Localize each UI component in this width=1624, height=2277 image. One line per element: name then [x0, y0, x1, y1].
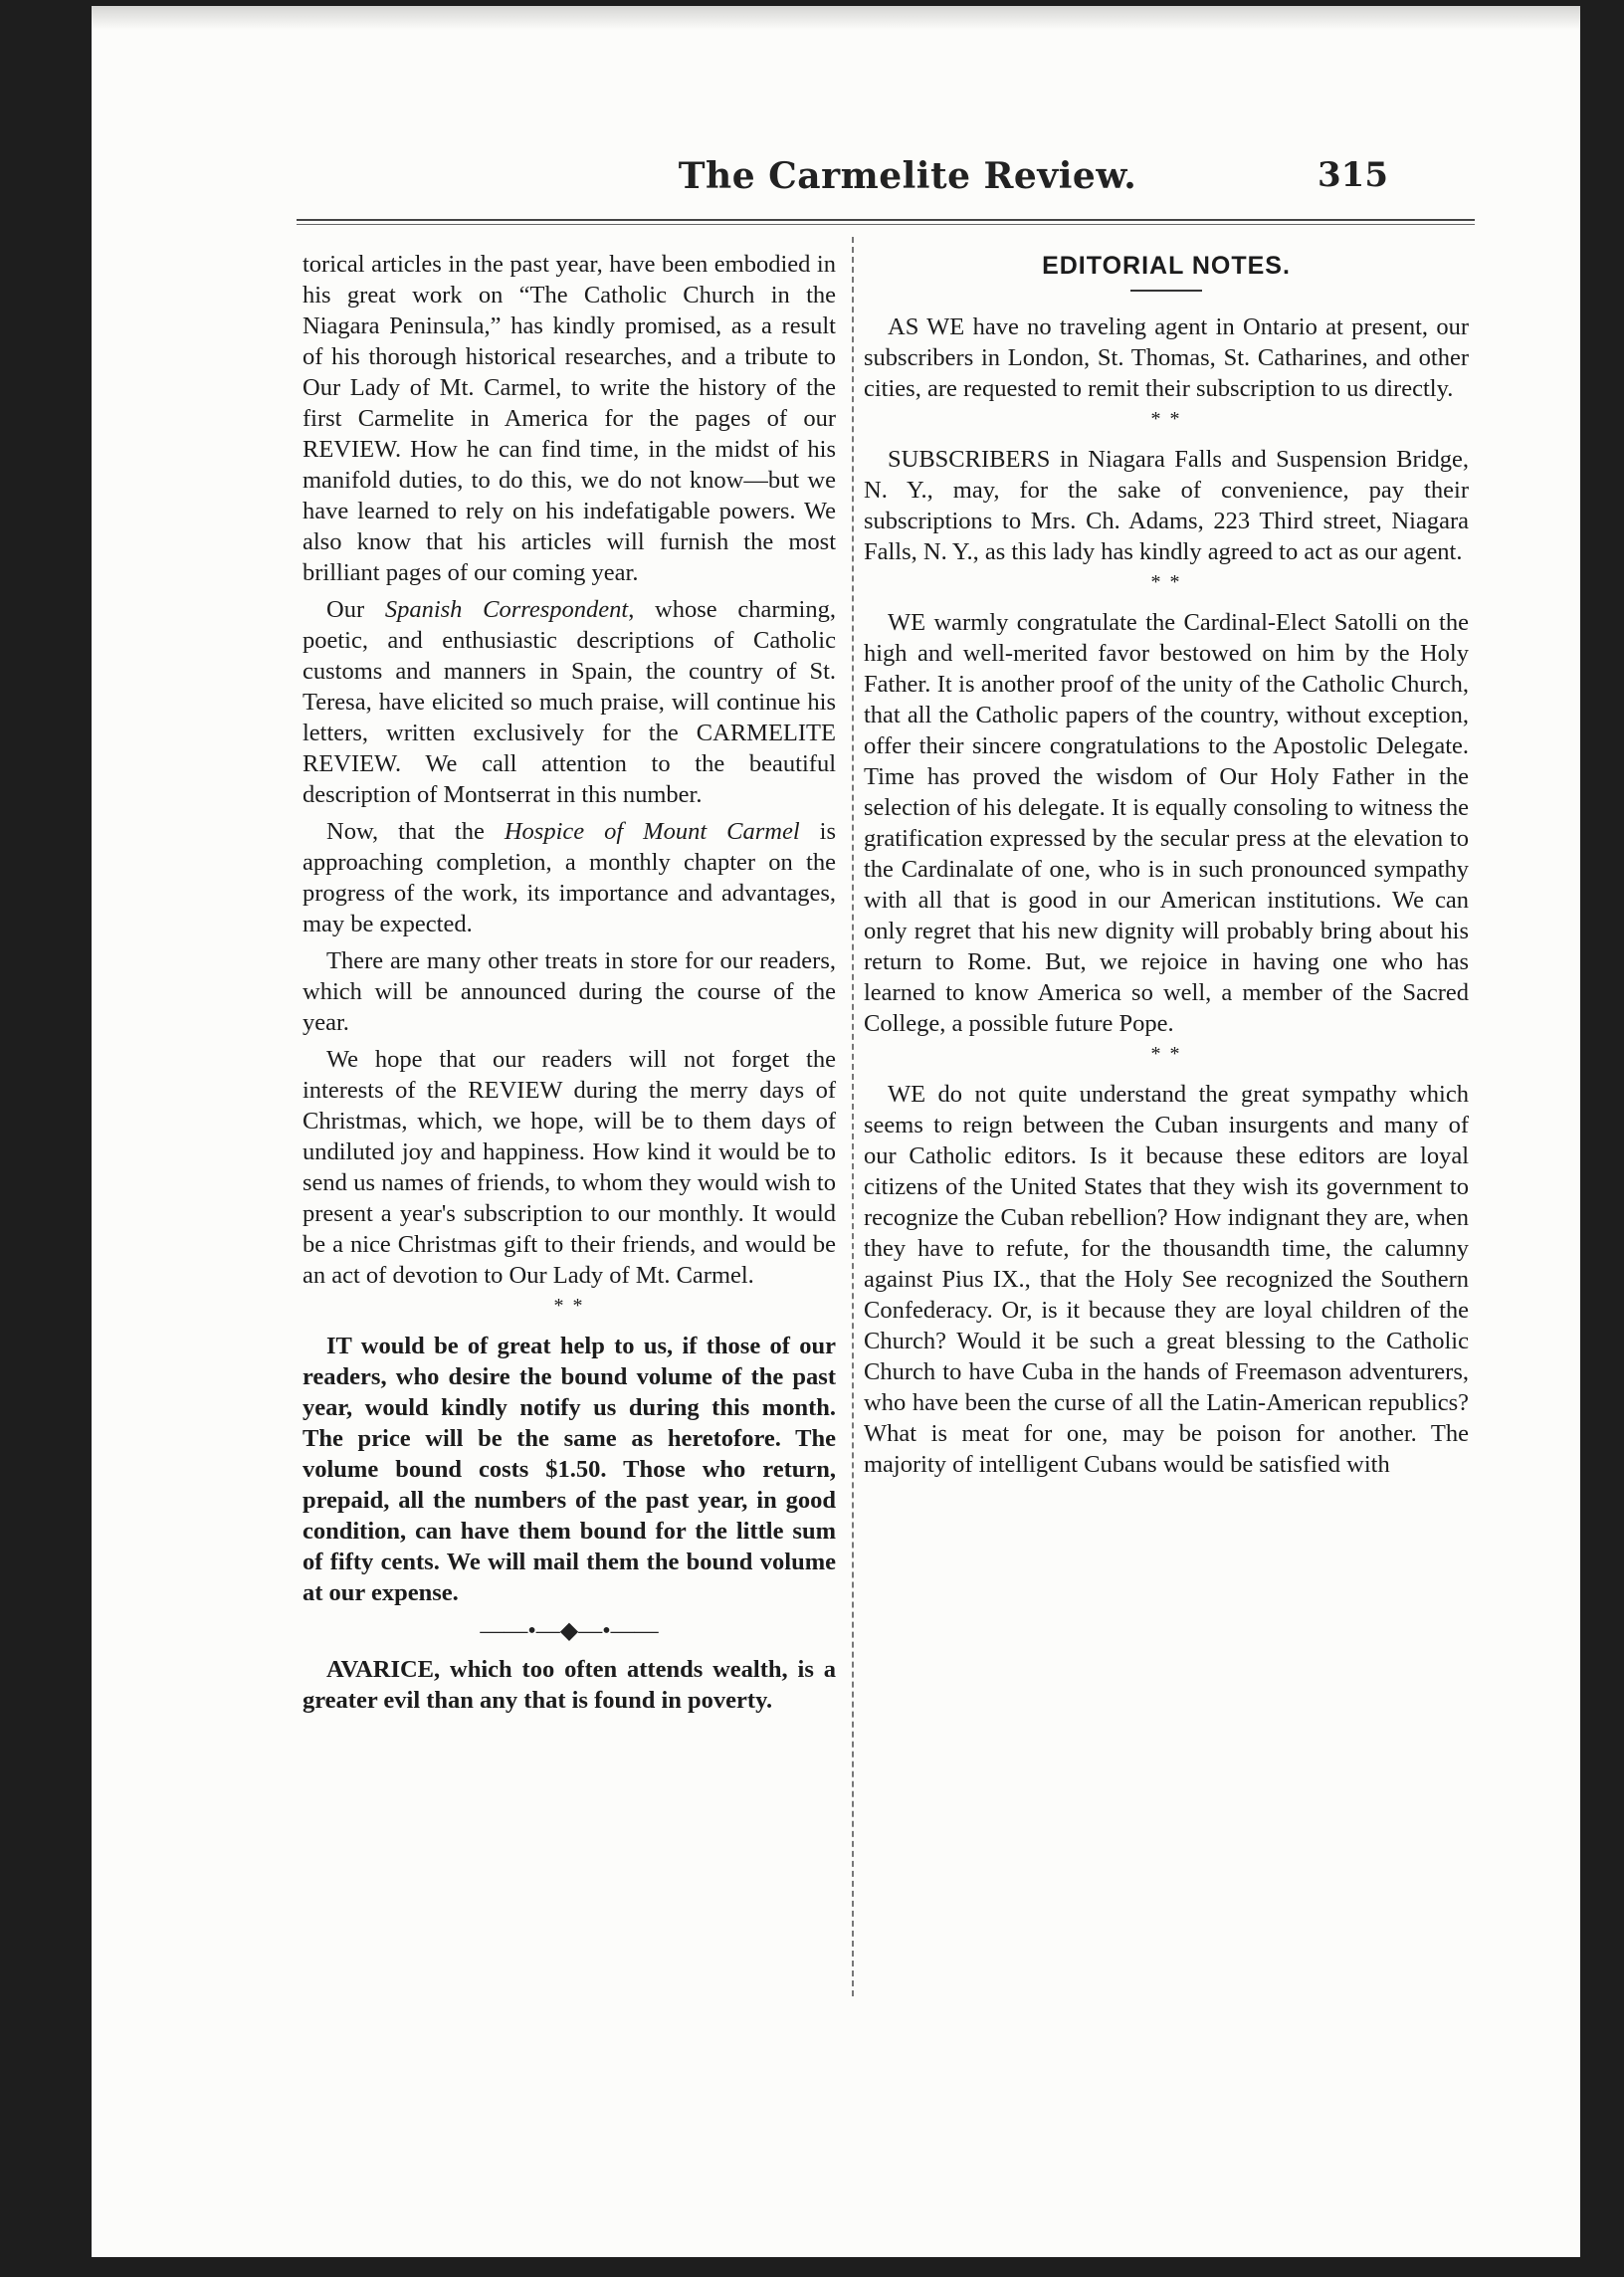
italic-spanish-correspondent: Spanish Correspondent	[384, 596, 629, 623]
paragraph-spanish-correspondent: Our Spanish Correspondent, whose charming, poetic, and enthusiastic descriptions of Catholic customs and manners in Spain, the country of St. Teresa, have elicited so much praise, will continue his letters, written exclusively for the CARMELITE REVIEW. We call attention to the beautiful description of Montserrat in this number.	[303, 596, 836, 808]
paragraph-cuban: WE do not quite understand the great sympathy which seems to reign between the Cuban insurgents and many of our Catholic editors. Is it because these editors are loyal citizens of the United States that they wish its government to recognize the Cuban rebellion? How indignant they are, when they have to refute, for the thousandth time, the calumny against Pius IX., that the Holy See recognized the Southern Confederacy. Or, is it because they are loyal children of the Church? Would it be such a great blessing to the Catholic Church to have Cuba in the hands of Freemason adventurers, who have been the curse of all the Latin-American republics? What is meat for one, may be poison for another. The majority of intelligent Cubans would be satisfied with	[864, 1081, 1469, 1478]
section-heading: EDITORIAL NOTES.	[1042, 252, 1291, 280]
paragraph-satolli: WE warmly congratulate the Cardinal-Elect Satolli on the high and well-merited favor bestowed on him by the Holy Father. It is another proof of the unity of the Catholic Church, that all the Catholic papers of the country, without exception, offer their sincere congratulations to the Apostolic Delegate. Time has proved the wisdom of Our Holy Father in the selection of his delegate. It is equally consoling to witness the gratification expressed by the secular press at the elevation to the Cardinalate of one, who is in such pronounced sympathy with all that is good in our American institutions. We can only regret that his new dignity will probably bring about his return to Rome. But, we rejoice in having one who has learned to know America so well, a member of the Sacred College, a possible future Pope.	[864, 609, 1469, 1037]
asterism: * *	[1150, 1043, 1182, 1065]
paragraph-avarice: AVARICE, which too often attends wealth, is a greater evil than any that is found in poverty.	[303, 1656, 836, 1714]
paragraph-historian: torical articles in the past year, have been embodied in his great work on “The Catholic Church in the Niagara Peninsula,” has kindly promised, as a result of his thorough historical researches, and a tribute to Our Lady of Mt. Carmel, to write the history of the first Carmelite in America for the pages of our REVIEW. How he can find time, in the midst of his manifold duties, to do this, we do not know—but we have learned to rely on his indefatigable powers. We also know that his articles will furnish the most brilliant pages of our coming year.	[303, 251, 836, 586]
ornamental-rule: ——•—◆—•——	[480, 1618, 659, 1644]
paragraph-traveling-agent: AS WE have no traveling agent in Ontario at present, our subscribers in London, St. Thomas, St. Catharines, and other cities, are requested to remit their subscription to us directly.	[864, 313, 1469, 402]
left-column	[303, 249, 836, 1722]
column-divider	[852, 237, 854, 1996]
magazine-page	[92, 6, 1580, 2257]
italic-hospice: Hospice of Mount Carmel	[504, 818, 800, 845]
scan-edge-shadow	[92, 6, 1580, 30]
page-number: 315	[1318, 155, 1388, 195]
paragraph-christmas: We hope that our readers will not forget the interests of the REVIEW during the merry days of Christmas, which, we hope, will be to them days of undiluted joy and happiness. How kind it would be to send us names of friends, to whom they would wish to present a year's subscription to our monthly. It would be a nice Christmas gift to their friends, and would be an act of devotion to Our Lady of Mt. Carmel.	[303, 1046, 836, 1289]
asterism: * *	[1150, 408, 1182, 430]
paragraph-bound-volume: IT would be of great help to us, if those of our readers, who desire the bound volume of the past year, would kindly notify us during this month. The price will be the same as heretofore. The volume bound costs $1.50. Those who return, prepaid, all the numbers of the past year, in good condition, can have them bound for the little sum of fifty cents. We will mail them the bound volume at our expense.	[303, 1333, 836, 1606]
running-title: The Carmelite Review.	[678, 155, 1137, 197]
paragraph-hospice: Now, that the Hospice of Mount Carmel is approaching completion, a monthly chapter on the progress of the work, its importance and advantages, may be expected.	[303, 818, 836, 937]
asterism: * *	[553, 1295, 585, 1317]
paragraph-treats: There are many other treats in store for our readers, which will be announced during the course of the year.	[303, 947, 836, 1036]
header-rule	[297, 219, 1475, 225]
heading-rule	[1130, 290, 1202, 292]
paragraph-subscribers: SUBSCRIBERS in Niagara Falls and Suspension Bridge, N. Y., may, for the sake of convenience, pay their subscriptions to Mrs. Ch. Adams, 223 Third street, Niagara Falls, N. Y., as this lady has kindly agreed to act as our agent.	[864, 446, 1469, 565]
asterism: * *	[1150, 571, 1182, 593]
right-column	[864, 249, 1469, 1486]
